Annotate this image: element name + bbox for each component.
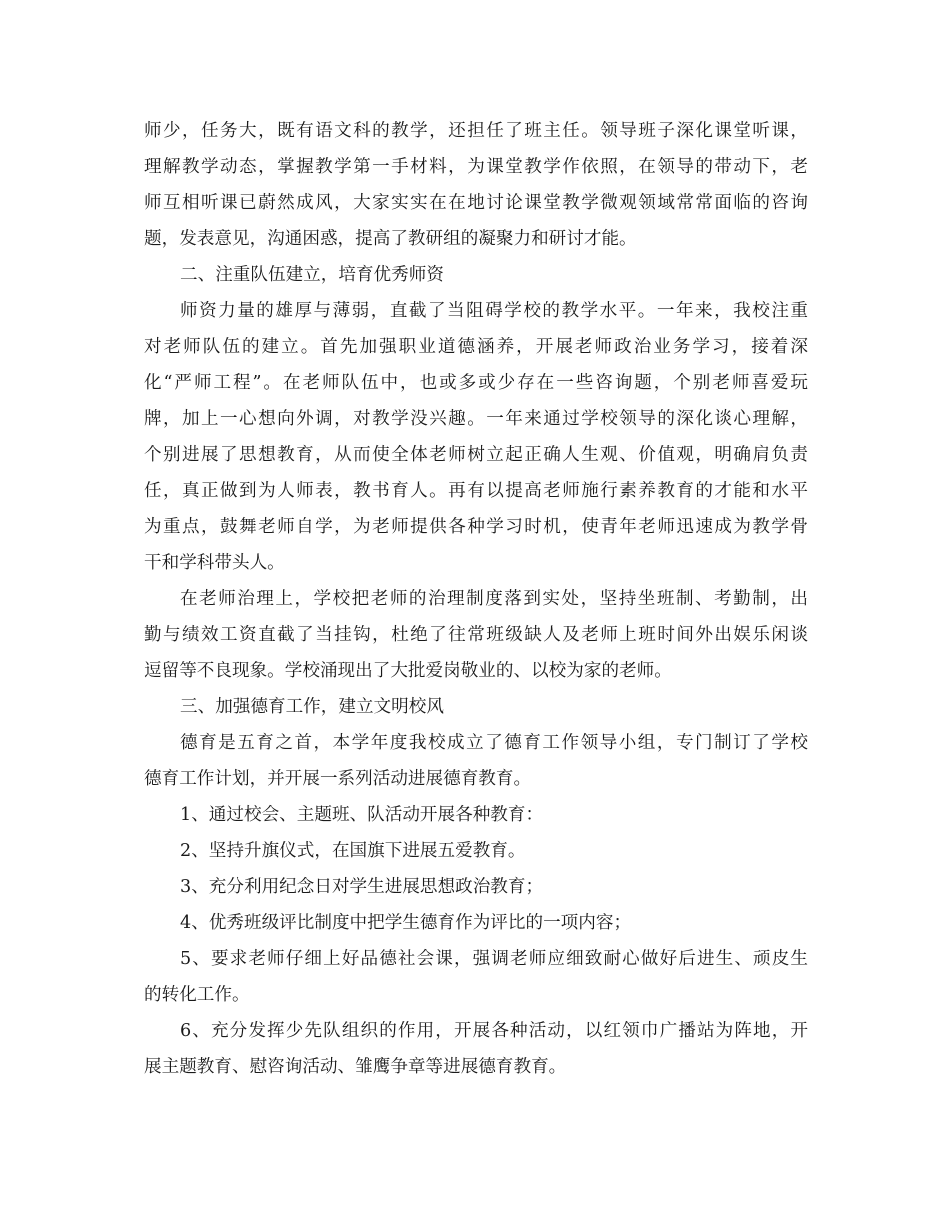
section-heading: 三、加强德育工作，建立文明校风: [180, 697, 444, 717]
text-line: 干和学科带头人。: [144, 553, 285, 573]
text-line: 逗留等不良现象。学校涌现出了大批爱岗敬业的、以校为家的老师。: [144, 661, 672, 681]
text-line: 为重点，鼓舞老师自学，为老师提供各种学习时机，使青年老师迅速成为教学骨: [144, 517, 808, 537]
list-item: 1、通过校会、主题班、队活动开展各种教育：: [180, 805, 544, 825]
text-line: 师互相听课已蔚然成风，大家实实在在地讨论课堂教学微观领域常常面临的咨询: [144, 193, 808, 213]
section-heading: 二、注重队伍建立，培育优秀师资: [180, 265, 444, 285]
text-line: 对老师队伍的建立。首先加强职业道德涵养，开展老师政治业务学习，接着深: [144, 337, 808, 357]
list-item-continuation: 展主题教育、慰咨询活动、雏鹰争章等进展德育教育。: [144, 1057, 567, 1077]
list-item: 3、充分利用纪念日对学生进展思想政治教育；: [180, 877, 544, 897]
list-item: 4、优秀班级评比制度中把学生德育作为评比的一项内容；: [180, 913, 632, 933]
text-line: 在老师治理上，学校把老师的治理制度落到实处，坚持坐班制、考勤制，出: [180, 589, 808, 609]
text-line: 德育工作计划，并开展一系列活动进展德育教育。: [144, 769, 532, 789]
text-line: 个别进展了思想教育，从而使全体老师树立起正确人生观、价值观，明确肩负责: [144, 445, 808, 465]
text-line: 任，真正做到为人师表，教书育人。再有以提高老师施行素养教育的才能和水平: [144, 481, 808, 501]
list-item: 6、充分发挥少先队组织的作用，开展各种活动，以红领巾广播站为阵地，开: [180, 1021, 808, 1041]
text-line: 师资力量的雄厚与薄弱，直截了当阻碍学校的教学水平。一年来，我校注重: [180, 301, 808, 321]
text-line: 题，发表意见，沟通困惑，提高了教研组的凝聚力和研讨才能。: [144, 229, 637, 249]
text-line: 牌，加上一心想向外调，对教学没兴趣。一年来通过学校领导的深化谈心理解，: [144, 409, 808, 429]
document-body: [144, 113, 808, 1085]
text-line: 师少，任务大，既有语文科的教学，还担任了班主任。领导班子深化课堂听课，: [144, 121, 808, 141]
list-item-continuation: 的转化工作。: [144, 985, 250, 1005]
list-item: 5、要求老师仔细上好品德社会课，强调老师应细致耐心做好后进生、顽皮生: [180, 949, 808, 969]
text-line: 勤与绩效工资直截了当挂钩，杜绝了往常班级缺人及老师上班时间外出娱乐闲谈: [144, 625, 808, 645]
text-line: 理解教学动态，掌握教学第一手材料，为课堂教学作依照，在领导的带动下，老: [144, 157, 808, 177]
list-item: 2、坚持升旗仪式，在国旗下进展五爱教育。: [180, 841, 526, 861]
text-line: 化“严师工程”。在老师队伍中，也或多或少存在一些咨询题，个别老师喜爱玩: [144, 373, 808, 393]
text-line: 德育是五育之首，本学年度我校成立了德育工作领导小组，专门制订了学校: [180, 733, 808, 753]
